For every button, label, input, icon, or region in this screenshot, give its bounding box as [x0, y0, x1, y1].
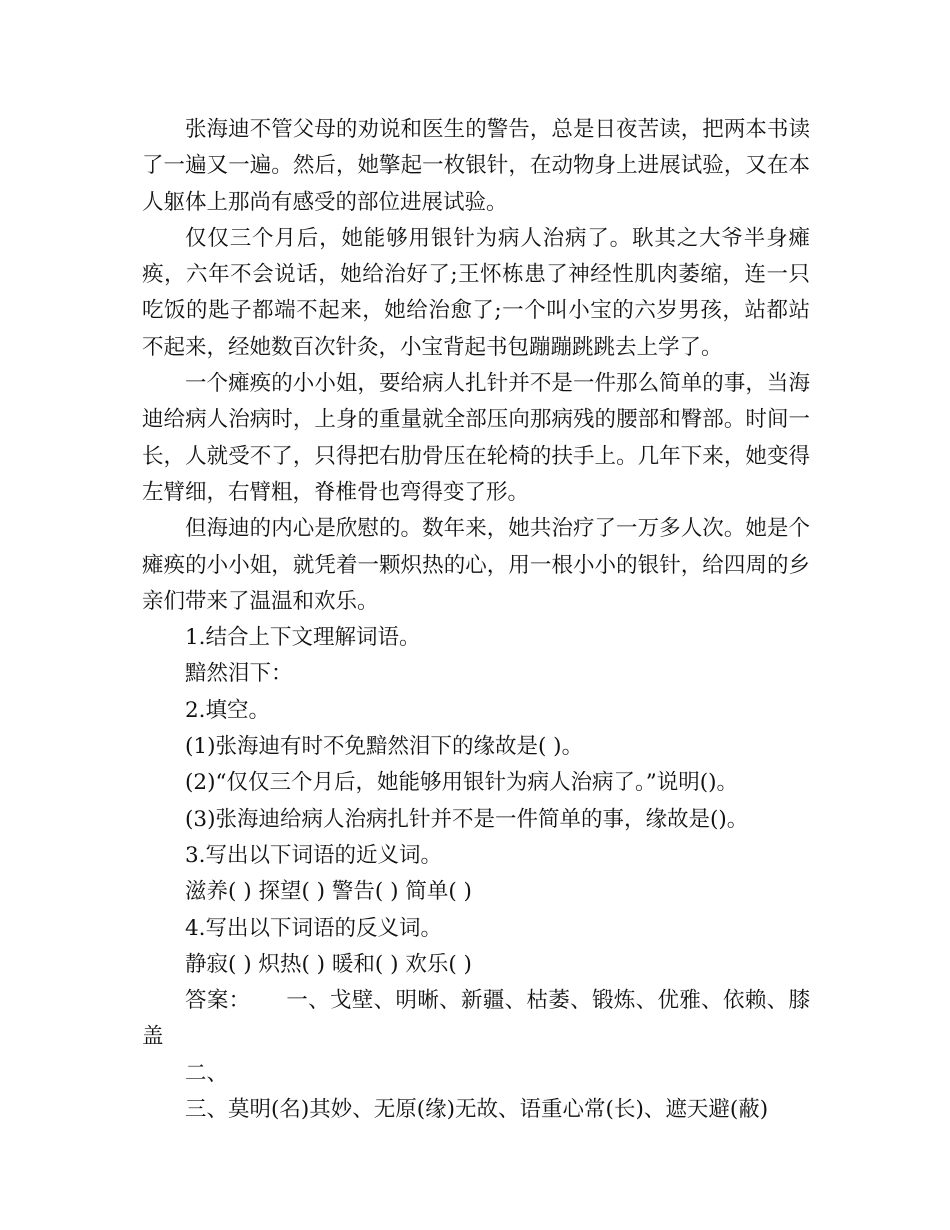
answer-label: 答案： [185, 988, 251, 1014]
question-1: 1.结合上下文理解词语。 [185, 625, 421, 651]
paragraph-4: 但海迪的内心是欣慰的。数年来，她共治疗了一万多人次。她是个瘫痪的小小姐，就凭着一颗炽热的心，用一根小小的银针，给四周的乡亲们带来了温温和欢乐。 [142, 516, 810, 614]
paragraph-1: 张海迪不管父母的劝说和医生的警告，总是日夜苦读，把两本书读了一遍又一遍。然后，她擎起一枚银针，在动物身上进展试验，又在本人躯体上那尚有感受的部位进展试验。 [142, 117, 810, 215]
answer-part-2: 二、 [185, 1060, 229, 1086]
answer-part-3: 三、莫明(名)其妙、无原(缘)无故、语重心常(长)、遮天避(蔽) [185, 1097, 769, 1123]
question-3-words: 滋养( ) 探望( ) 警告( ) 简单( ) [185, 879, 472, 905]
question-4-words: 静寂( ) 炽热( ) 暖和( ) 欢乐( ) [185, 951, 472, 977]
answer-part-1-text: 一、戈壁、明晰、新疆、枯萎、锻炼、优雅、依赖、膝盖 [142, 988, 810, 1050]
document-body [142, 112, 810, 1128]
paragraph-3: 一个瘫痪的小小姐，要给病人扎针并不是一件那么简单的事，当海迪给病人治病时，上身的重量就全部压向那病残的腰部和臀部。时间一长，人就受不了，只得把右肋骨压在轮椅的扶手上。几年下来，她变得左臂细，右臂粗，脊椎骨也弯得变了形。 [142, 371, 810, 505]
paragraph-2: 仅仅三个月后，她能够用银针为病人治病了。耿其之大爷半身瘫痪，六年不会说话，她给治好了;王怀栋患了神经性肌肉萎缩，连一只吃饭的匙子都端不起来，她给治愈了;一个叫小宝的六岁男孩，站都站不起来，经她数百次针灸，小宝背起书包蹦蹦跳跳去上学了。 [142, 225, 810, 360]
question-2-item-2: (2)“仅仅三个月后，她能够用银针为病人治病了。”说明()。 [185, 770, 738, 796]
question-2: 2.填空。 [185, 697, 271, 723]
question-1-word: 黯然泪下： [185, 661, 293, 687]
question-2-item-3: (3)张海迪给病人治病扎针并不是一件简单的事，缘故是()。 [185, 806, 749, 832]
question-2-item-1: (1)张海迪有时不免黯然泪下的缘故是( )。 [185, 734, 584, 760]
answer-part-1 [142, 983, 810, 1056]
question-3: 3.写出以下词语的近义词。 [185, 842, 443, 868]
question-4: 4.写出以下词语的反义词。 [185, 915, 443, 941]
